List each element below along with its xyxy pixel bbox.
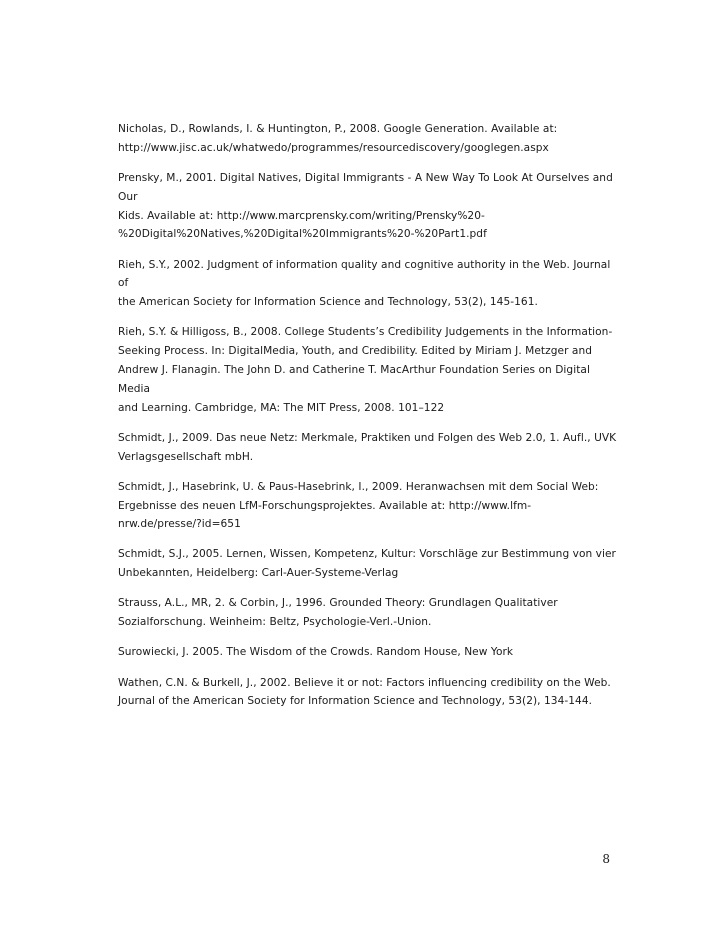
reference-entry: Rieh, S.Y., 2002. Judgment of information quality and cognitive authority in the Web. Journal of the American Society for Information Science and Technology, 53(2), 145-161.: [118, 258, 611, 309]
reference-entry: Strauss, A.L., MR, 2. & Corbin, J., 1996. Grounded Theory: Grundlagen Qualitativer Sozialforschung. Weinheim: Beltz, Psychologie-Verl.-Union.: [118, 597, 558, 629]
reference-entry: Nicholas, D., Rowlands, I. & Huntington, P., 2008. Google Generation. Available at: http://www.jisc.ac.uk/whatwedo/programmes/resourcediscovery/googlegen.aspx: [118, 123, 558, 154]
page-number: 8: [602, 852, 610, 866]
reference-list: [118, 120, 618, 723]
reference-entry: Prensky, M., 2001. Digital Natives, Digital Immigrants - A New Way To Look At Ourselves and Our Kids. Available at: http://www.marcprensky.com/writing/Prensky%20- %20Digital%20Natives,%20Digital%20Immigrants%20-%20Part1.pdf: [118, 171, 613, 241]
reference-entry: Schmidt, J., 2009. Das neue Netz: Merkmale, Praktiken und Folgen des Web 2.0, 1. Aufl., UVK Verlagsgesellschaft mbH.: [118, 431, 617, 463]
reference-entry: Wathen, C.N. & Burkell, J., 2002. Believe it or not: Factors influencing credibility on the Web. Journal of the American Society for Information Science and Technology, 53(2), 134-144.: [118, 676, 611, 708]
reference-entry: Schmidt, S.J., 2005. Lernen, Wissen, Kompetenz, Kultur: Vorschläge zur Bestimmung von vier Unbekannten, Heidelberg: Carl-Auer-Systeme-Verlag: [118, 548, 616, 580]
reference-entry: Surowiecki, J. 2005. The Wisdom of the Crowds. Random House, New York: [118, 646, 514, 659]
reference-entry: Schmidt, J., Hasebrink, U. & Paus-Hasebrink, I., 2009. Heranwachsen mit dem Social Web: Ergebnisse des neuen LfM-Forschungsprojektes. Available at: http://www.lfm- nrw.de/presse/?id=651: [118, 480, 599, 531]
reference-entry: Rieh, S.Y. & Hilligoss, B., 2008. College Students’s Credibility Judgements in the Information- Seeking Process. In: DigitalMedia, Youth, and Credibility. Edited by Miriam J. Metzger and Andrew J. Flanagin. The John D. and Catherine T. MacArthur Foundation Series on Digital Media and Learning. Cambridge, MA: The MIT Press, 2008. 101–122: [118, 326, 613, 414]
